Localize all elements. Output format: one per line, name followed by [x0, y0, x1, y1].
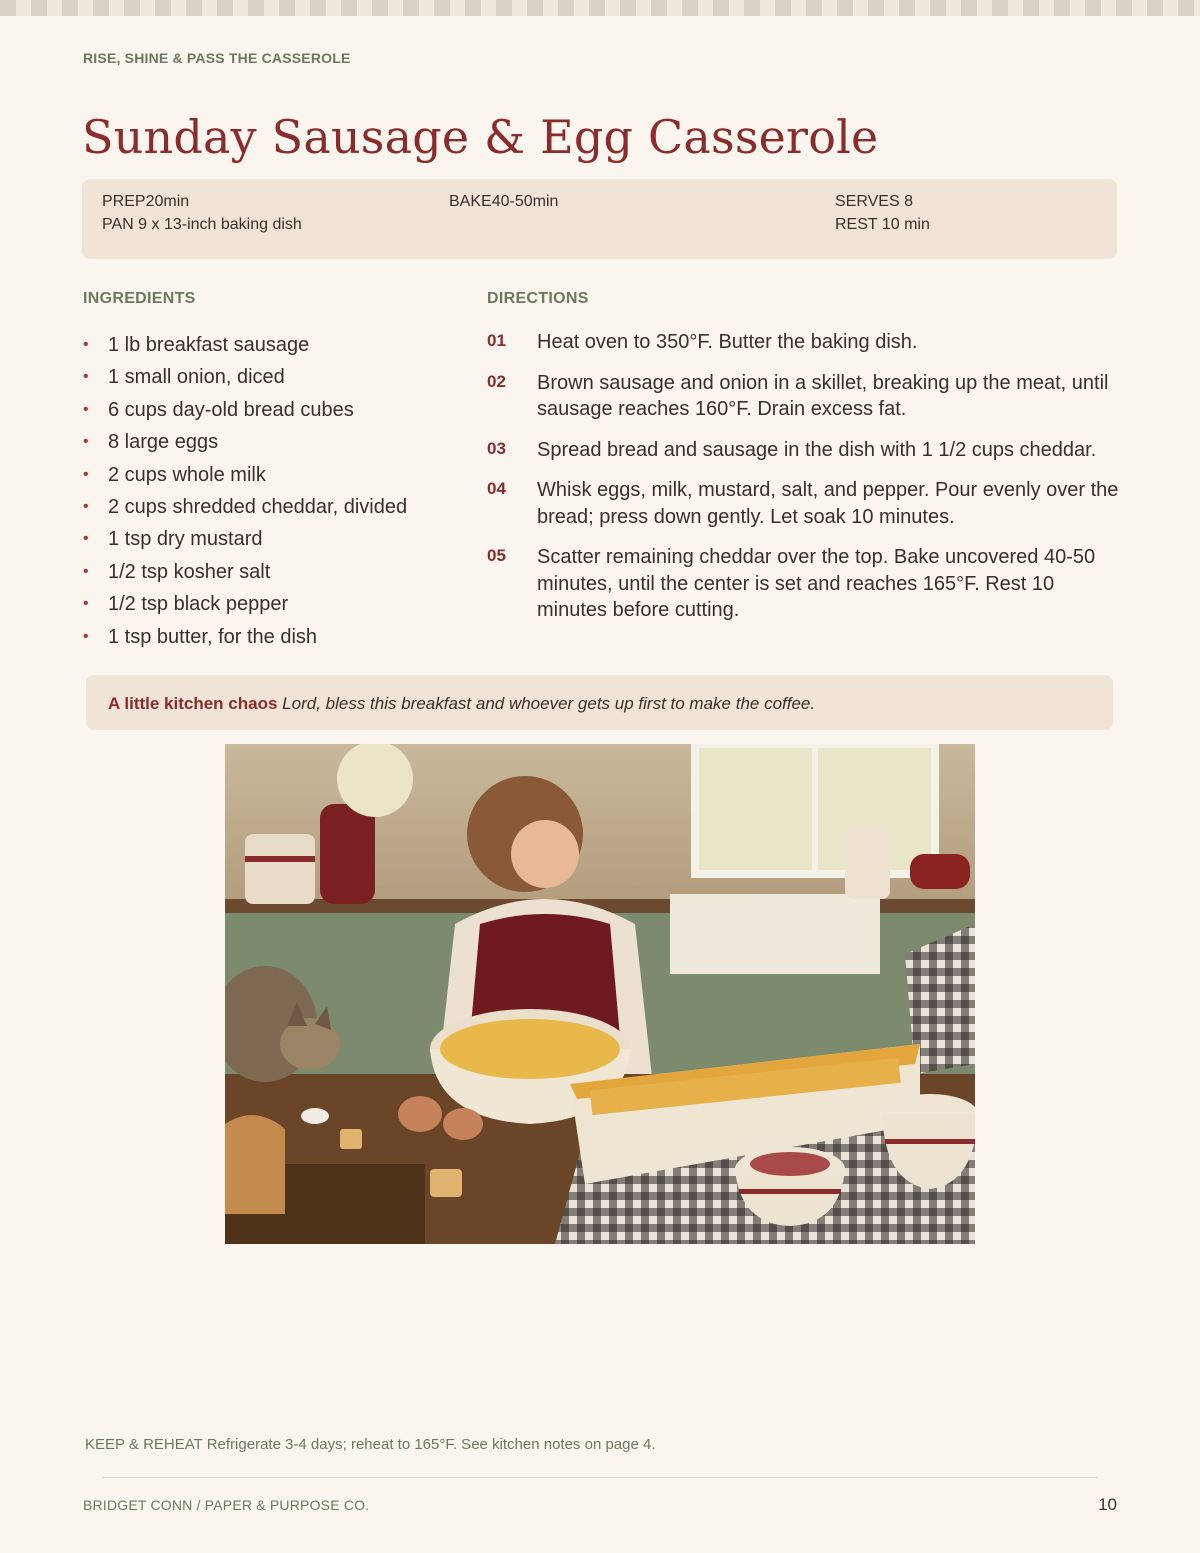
- meta-bake: BAKE40-50min: [449, 193, 559, 210]
- footer-credit: BRIDGET CONN / PAPER & PURPOSE CO.: [83, 1497, 370, 1513]
- step-number: 02: [487, 371, 506, 391]
- list-item: [83, 426, 407, 458]
- step-text: Spread bread and sausage in the dish with 1 1/2 cups cheddar.: [537, 438, 1097, 461]
- bullet-icon: •: [83, 498, 89, 516]
- bullet-icon: •: [83, 562, 89, 580]
- page-title: Sunday Sausage & Egg Casserole: [82, 110, 879, 164]
- bullet-icon: •: [83, 465, 89, 483]
- list-item: [83, 588, 407, 620]
- step-number: 03: [487, 438, 506, 458]
- page-number: 10: [1098, 1495, 1117, 1514]
- ingredient-text: 1/2 tsp kosher salt: [108, 560, 271, 583]
- note-line: [108, 694, 815, 714]
- bullet-icon: •: [83, 530, 89, 548]
- meta-serves: SERVES 8: [835, 193, 913, 210]
- bullet-icon: •: [83, 433, 89, 451]
- direction-step: [487, 329, 1127, 356]
- recipe-meta-panel: [82, 179, 1117, 259]
- ingredient-text: 1 tsp butter, for the dish: [108, 625, 318, 648]
- list-item: [83, 621, 407, 653]
- direction-step: [487, 477, 1127, 530]
- note-label: A little kitchen chaos: [108, 694, 278, 713]
- decorative-top-strip: [0, 0, 1200, 16]
- ingredient-text: 1 lb breakfast sausage: [108, 334, 310, 356]
- bullet-icon: •: [83, 400, 89, 418]
- step-number: 01: [487, 331, 506, 350]
- direction-step: [487, 437, 1127, 464]
- bullet-icon: •: [83, 627, 89, 645]
- note-text: Lord, bless this breakfast and whoever gets up first to make the coffee.: [282, 694, 816, 713]
- directions-heading: DIRECTIONS: [487, 290, 589, 307]
- bullet-icon: •: [83, 368, 89, 386]
- kitchen-note: [86, 675, 1113, 730]
- directions-list: [487, 329, 1127, 638]
- list-item: [83, 556, 407, 588]
- ingredients-list: [83, 329, 407, 653]
- bullet-icon: •: [83, 595, 89, 613]
- list-item: [83, 459, 407, 491]
- step-number: 04: [487, 479, 506, 498]
- ingredient-text: 2 cups shredded cheddar, divided: [108, 496, 408, 519]
- list-item: [83, 329, 407, 361]
- step-number: 05: [487, 546, 506, 565]
- direction-step: [487, 544, 1127, 624]
- keep-reheat-note: KEEP & REHEAT Refrigerate 3-4 days; reheat to 165°F. See kitchen notes on page 4.: [85, 1436, 656, 1453]
- meta-prep: PREP20min: [102, 193, 190, 210]
- bullet-icon: •: [83, 336, 89, 353]
- list-item: [83, 394, 407, 426]
- ingredient-text: 1 small onion, diced: [108, 366, 285, 389]
- ingredients-heading: INGREDIENTS: [83, 290, 196, 307]
- ingredient-text: 1/2 tsp black pepper: [108, 593, 289, 616]
- ingredient-text: 8 large eggs: [108, 431, 219, 454]
- list-item: [83, 361, 407, 393]
- step-text: Scatter remaining cheddar over the top. Bake uncovered 40-50 minutes, until the center is set and reaches 165°F. Rest 10 minutes before cutting.: [537, 546, 1096, 621]
- direction-step: [487, 370, 1127, 423]
- list-item: [83, 491, 407, 523]
- ingredient-text: 6 cups day-old bread cubes: [108, 398, 354, 421]
- meta-pan: PAN 9 x 13-inch baking dish: [102, 216, 302, 233]
- step-text: Heat oven to 350°F. Butter the baking dish.: [537, 331, 918, 353]
- page-kicker: RISE, SHINE & PASS THE CASSEROLE: [83, 50, 351, 66]
- step-text: Whisk eggs, milk, mustard, salt, and pepper. Pour evenly over the bread; press down gently. Let soak 10 minutes.: [537, 479, 1119, 528]
- meta-rest: REST 10 min: [835, 216, 930, 233]
- step-text: Brown sausage and onion in a skillet, breaking up the meat, until sausage reaches 160°F. Drain excess fat.: [537, 371, 1109, 420]
- recipe-photo: [225, 744, 975, 1244]
- ingredient-text: 2 cups whole milk: [108, 463, 266, 486]
- footer-divider: [103, 1477, 1097, 1478]
- list-item: [83, 523, 407, 555]
- ingredient-text: 1 tsp dry mustard: [108, 528, 263, 551]
